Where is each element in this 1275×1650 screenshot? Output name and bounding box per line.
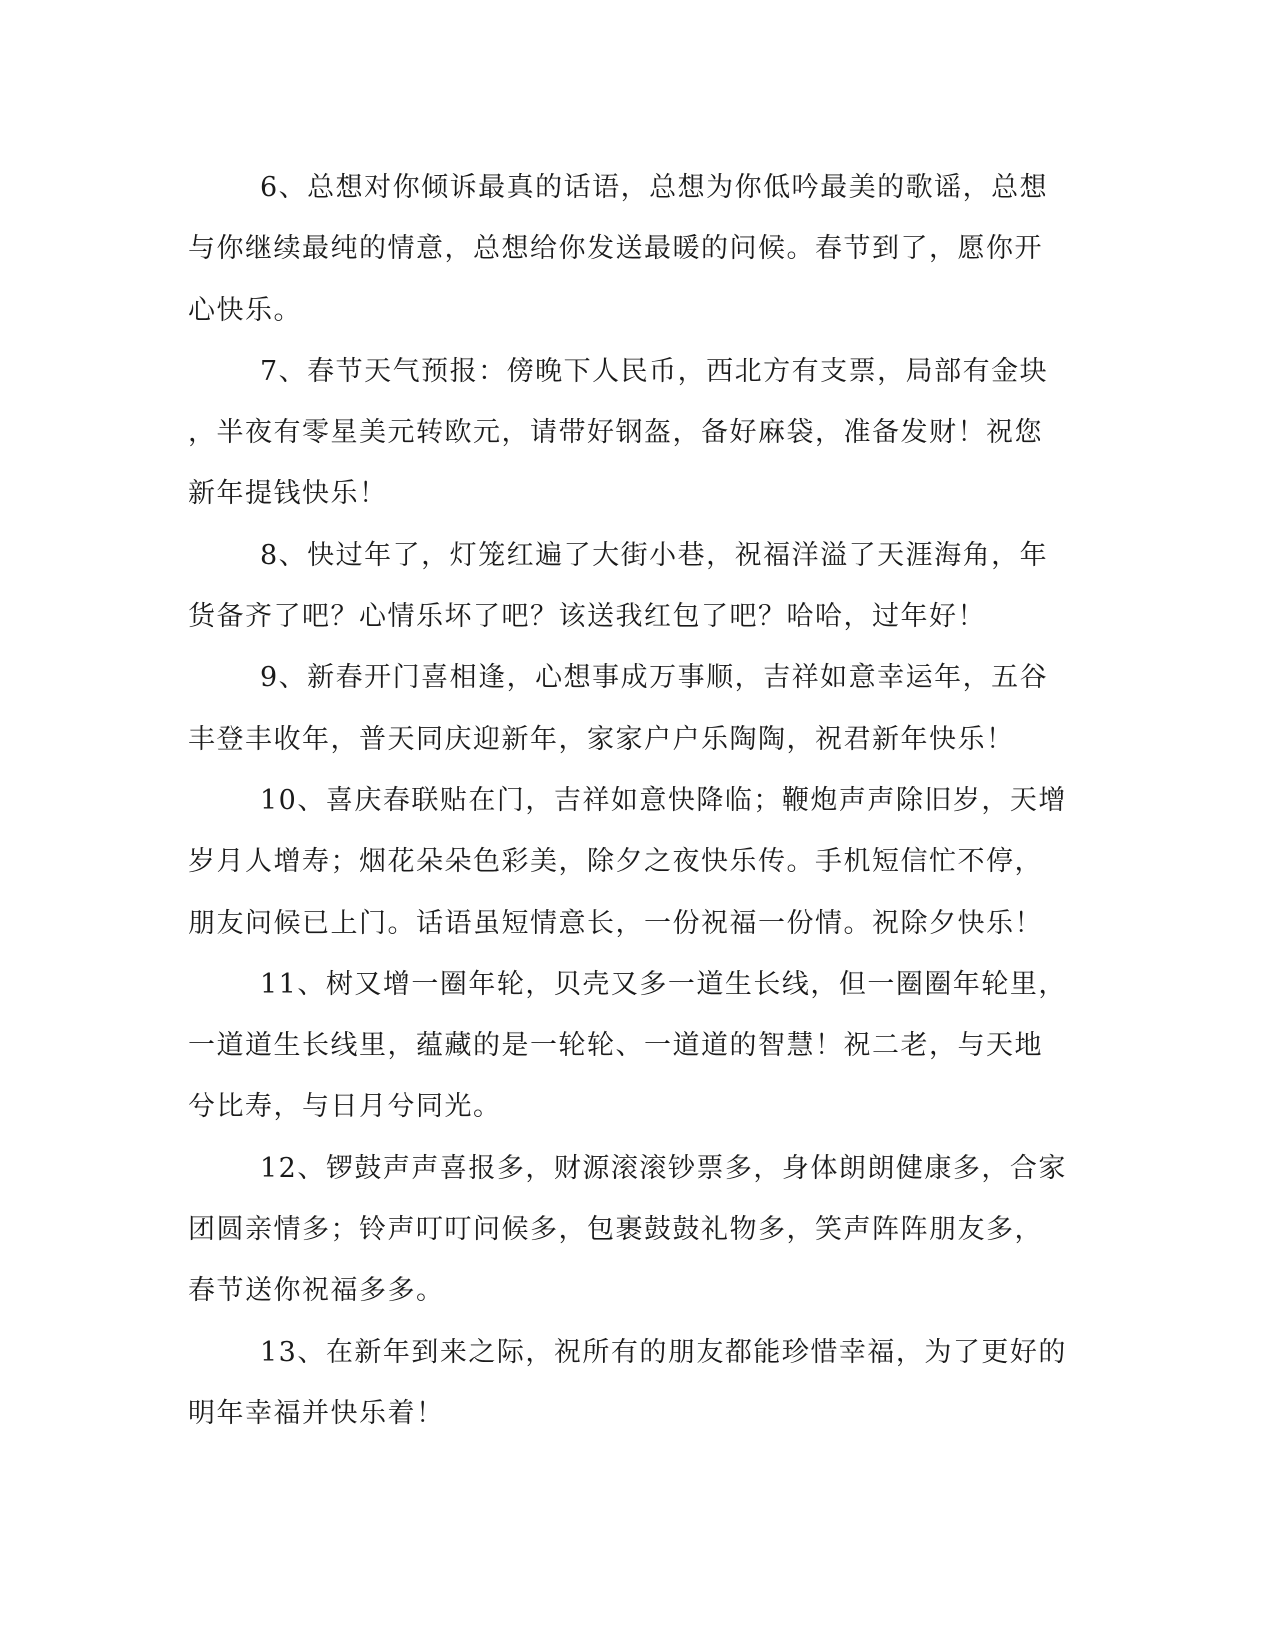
paragraph-11	[188, 954, 1068, 1138]
paragraph-line: 朋友问候已上门。话语虽短情意长，一份祝福一份情。祝除夕快乐！	[188, 907, 1043, 939]
paragraph-line: 9、新春开门喜相逢，心想事成万事顺，吉祥如意幸运年，五谷	[260, 662, 1049, 694]
paragraph-line: 岁月人增寿；烟花朵朵色彩美，除夕之夜快乐传。手机短信忙不停，	[188, 846, 1043, 878]
paragraph-line: 6、总想对你倾诉最真的话语，总想为你低吟最美的歌谣，总想	[260, 172, 1049, 203]
paragraph-12	[188, 1138, 1068, 1322]
paragraph-line: 春节送你祝福多多。	[188, 1275, 445, 1307]
paragraph-line: 10、喜庆春联贴在门，吉祥如意快降临；鞭炮声声除旧岁，天增	[260, 784, 1067, 816]
paragraph-7	[188, 341, 1068, 525]
paragraph-8	[188, 525, 1068, 648]
document-body	[188, 157, 1068, 1444]
paragraph-line: 7、春节天气预报：傍晚下人民币，西北方有支票，局部有金块	[260, 355, 1049, 387]
paragraph-line: 与你继续最纯的情意，总想给你发送最暖的问候。春节到了，愿你开	[188, 233, 1043, 265]
paragraph-line: 团圆亲情多；铃声叮叮问候多，包裹鼓鼓礼物多，笑声阵阵朋友多，	[188, 1214, 1043, 1246]
paragraph-line: 12、锣鼓声声喜报多，财源滚滚钞票多，身体朗朗健康多，合家	[260, 1152, 1067, 1184]
paragraph-line: 一道道生长线里，蕴藏的是一轮轮、一道道的智慧！祝二老，与天地	[188, 1030, 1043, 1062]
paragraph-line: 兮比寿，与日月兮同光。	[188, 1091, 502, 1123]
paragraph-line: 新年提钱快乐！	[188, 478, 388, 510]
paragraph-line: 明年幸福并快乐着！	[188, 1397, 445, 1429]
paragraph-10	[188, 770, 1068, 954]
paragraph-line: 13、在新年到来之际，祝所有的朋友都能珍惜幸福，为了更好的	[260, 1336, 1067, 1368]
paragraph-9	[188, 647, 1068, 770]
paragraph-line: 8、快过年了，灯笼红遍了大街小巷，祝福洋溢了天涯海角，年	[260, 539, 1049, 571]
paragraph-line: 丰登丰收年，普天同庆迎新年，家家户户乐陶陶，祝君新年快乐！	[188, 723, 1015, 755]
paragraph-line: ，半夜有零星美元转欧元，请带好钢盔，备好麻袋，准备发财！祝您	[188, 417, 1043, 449]
paragraph-line: 货备齐了吧？心情乐坏了吧？该送我红包了吧？哈哈，过年好！	[188, 601, 986, 633]
paragraph-line: 心快乐。	[188, 294, 302, 326]
paragraph-13	[188, 1322, 1068, 1445]
paragraph-line: 11、树又增一圈年轮，贝壳又多一道生长线，但一圈圈年轮里，	[260, 968, 1067, 1000]
paragraph-6	[188, 157, 1068, 341]
